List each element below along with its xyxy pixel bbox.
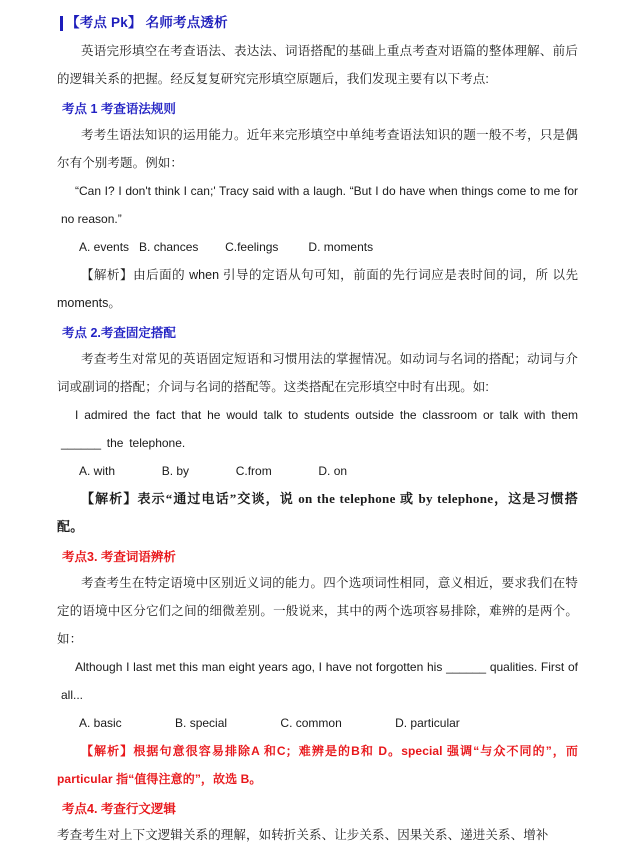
- analysis-text-2: 表示“通过电话”交谈，说 on the telephone 或 by telephone，这是习惯搭配。: [57, 491, 579, 534]
- analysis-text-3: 根据句意很容易排除A 和C；难辨是的B和 D。special 强调“与众不同的”，而 particular 指“值得注意的”，故选 B。: [57, 744, 578, 786]
- page-title: [57, 0, 578, 37]
- section-heading-2: 考点 2.考查固定搭配: [62, 326, 176, 340]
- page-title-text: 【考点 Pk】 名师考点透析: [66, 15, 228, 30]
- intro-paragraph: 英语完形填空在考查语法、表达法、词语搭配的基础上重点考查对语篇的整体理解、前后的逻辑关系的把握。经反复复研究完形填空原题后，我们发现主要有以下考点:: [57, 44, 578, 86]
- section-example-1: “Can I? I don't think I can;' Tracy said with a laugh. “But I do have when things come to me for no reason.”: [61, 184, 578, 226]
- section-options-3: A. basic B. special C. common D. particular: [79, 716, 460, 730]
- section-options-2: A. with B. by C.from D. on: [79, 464, 348, 478]
- analysis-label-1: 【解析】: [81, 268, 134, 282]
- section-analysis-1: [57, 261, 578, 317]
- section-body-1: 考考生语法知识的运用能力。近年来完形填空中单纯考查语法知识的题一般不考，只是偶尔有个别考题。例如：: [57, 128, 578, 170]
- section-heading-1: 考点 1 考查语法规则: [62, 102, 176, 116]
- section-analysis-2: [57, 485, 578, 541]
- section-body-2: 考查考生对常见的英语固定短语和习惯用法的掌握情况。如动词与名词的搭配；动词与介词或副词的搭配；介词与名词的搭配等。这类搭配在完形填空中时有出现。如:: [57, 352, 578, 394]
- section-analysis-3: [57, 737, 578, 793]
- section-body-3: 考查考生在特定语境中区别近义词的能力。四个选项词性相同，意义相近，要求我们在特定的语境中区分它们之间的细微差别。一般说来，其中的两个选项容易排除，难辨的是两个。如：: [57, 576, 578, 646]
- analysis-label-3: 【解析】: [81, 744, 134, 758]
- title-accent-bar: [60, 16, 63, 31]
- section-example-3: Although I last met this man eight years ago, I have not forgotten his ______ qualities. First of all...: [61, 660, 578, 702]
- section-body-4: 考查考生对上下文逻辑关系的理解，如转折关系、让步关系、因果关系、递进关系、增补: [57, 828, 549, 842]
- analysis-label-2: 【解析】: [81, 491, 138, 506]
- section-options-1: A. events B. chances C.feelings D. moments: [79, 240, 374, 254]
- section-example-2: I admired the fact that he would talk to students outside the classroom or talk with them ______ the telephone.: [61, 408, 578, 450]
- analysis-text-1: 由后面的 when 引导的定语从句可知，前面的先行词应是表时间的词，所 以先 moments。: [57, 268, 578, 310]
- section-heading-4: 考点4. 考查行文逻辑: [62, 802, 176, 816]
- section-heading-3: 考点3. 考查词语辨析: [62, 550, 176, 564]
